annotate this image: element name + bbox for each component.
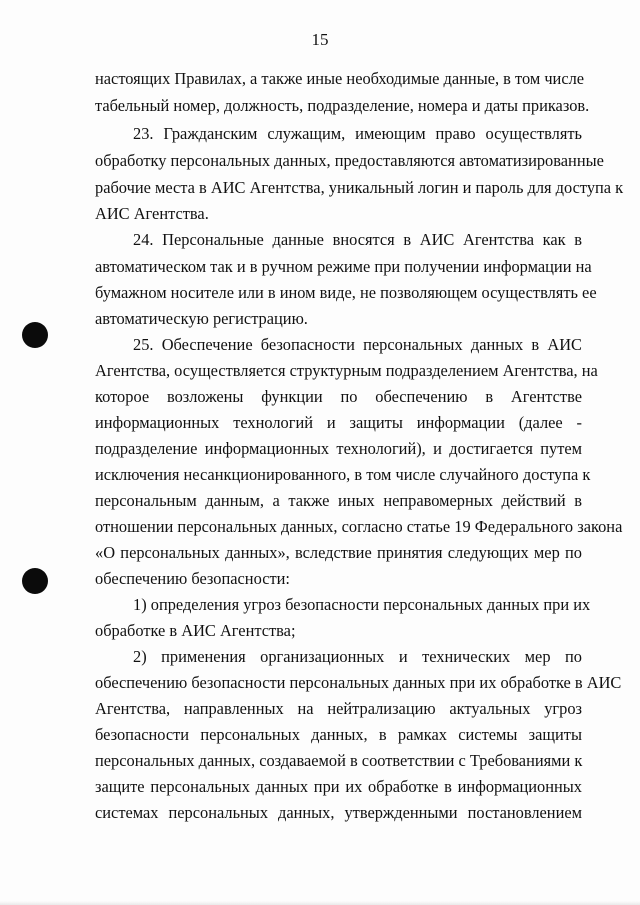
text-line: которое возложены функции по обеспечению в Агентстве — [95, 387, 582, 406]
text-line: табельный номер, должность, подразделение, номера и даты приказов. — [95, 96, 590, 115]
text-line: АИС Агентства. — [95, 204, 209, 223]
text-line: информационных технологий и защиты информации (далее - — [95, 413, 582, 432]
page-number: 15 — [311, 30, 329, 49]
clause-24-line: 24. Персональные данные вносятся в АИС Агентства как в — [133, 230, 582, 249]
text-line: отношении персональных данных, согласно статье 19 Федерального закона — [95, 517, 623, 536]
text-line: подразделение информационных технологий), и достигается путем — [95, 439, 582, 458]
text-line: защите персональных данных при их обработке в информационных — [95, 777, 582, 796]
text-line: исключения несанкционированного, в том числе случайного доступа к — [95, 465, 591, 484]
clause-25-line: 25. Обеспечение безопасности персональных данных в АИС — [133, 335, 582, 354]
text-line: обработку персональных данных, предоставляются автоматизированные — [95, 151, 604, 170]
text-line: настоящих Правилах, а также иные необходимые данные, в том числе — [95, 69, 585, 88]
text-line: системах персональных данных, утвержденными постановлением — [95, 803, 582, 822]
text-line: бумажном носителе или в ином виде, не позволяющем осуществлять ее — [95, 283, 597, 302]
text-line: «О персональных данных», вследствие принятия следующих мер по — [95, 543, 582, 562]
text-line: обеспечению безопасности персональных данных при их обработке в АИС — [95, 673, 622, 692]
text-line: обеспечению безопасности: — [95, 569, 290, 588]
text-line: персональным данным, а также иных неправомерных действий в — [95, 491, 582, 510]
punch-hole-mark — [22, 322, 48, 348]
text-line: безопасности персональных данных, в рамках системы защиты — [95, 725, 582, 744]
text-line: персональных данных, создаваемой в соответствии с Требованиями к — [95, 751, 583, 770]
clause-23-line: 23. Гражданским служащим, имеющим право осуществлять — [133, 124, 582, 143]
page-edge — [0, 901, 640, 905]
text-line: автоматическом так и в ручном режиме при получении информации на — [95, 257, 592, 276]
text-line: автоматическую регистрацию. — [95, 309, 308, 328]
text-line: Агентства, осуществляется структурным подразделением Агентства, на — [95, 361, 598, 380]
list-item-1-line: 1) определения угроз безопасности персональных данных при их — [133, 595, 591, 614]
text-line: рабочие места в АИС Агентства, уникальный логин и пароль для доступа к — [95, 178, 624, 197]
text-line: Агентства, направленных на нейтрализацию актуальных угроз — [95, 699, 582, 718]
list-item-2-line: 2) применения организационных и технических мер по — [133, 647, 582, 666]
punch-hole-mark — [22, 568, 48, 594]
text-line: обработке в АИС Агентства; — [95, 621, 296, 640]
